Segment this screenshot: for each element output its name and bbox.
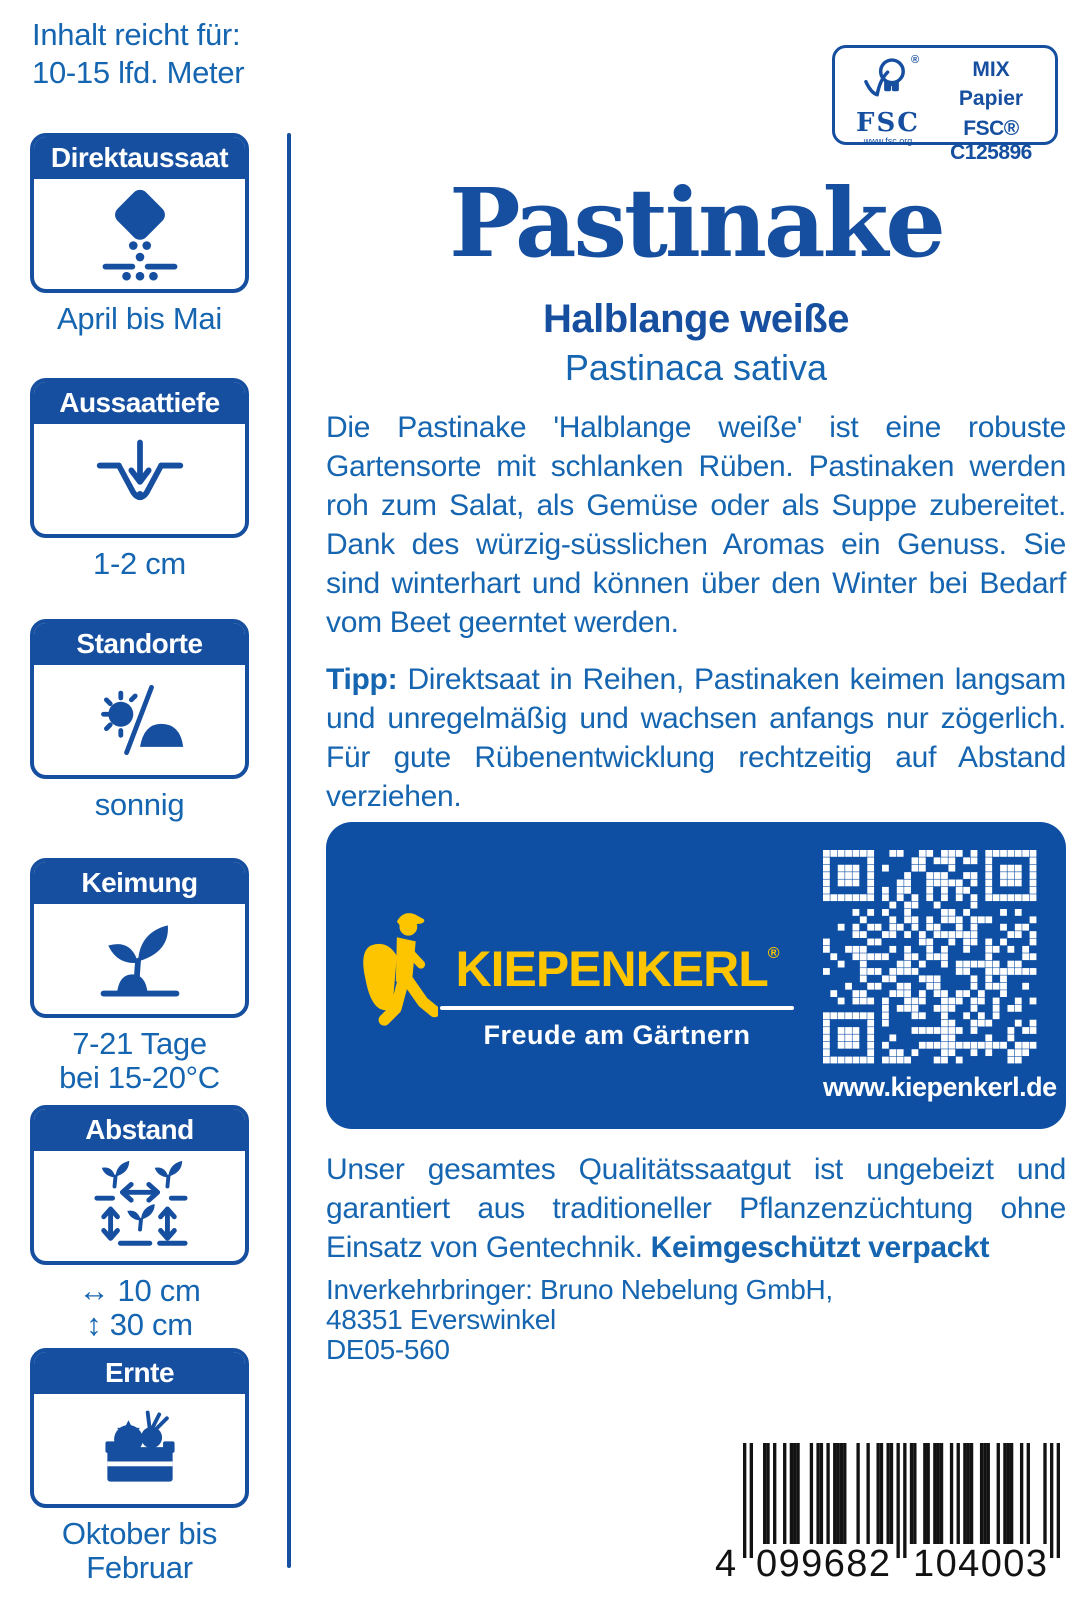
info-card-aussaattiefe bbox=[30, 378, 249, 581]
vertical-divider bbox=[287, 133, 291, 1568]
brand-slogan: Freude am Gärtnern bbox=[483, 1020, 751, 1050]
info-card-caption bbox=[30, 1517, 249, 1585]
barcode-digits bbox=[715, 1543, 1060, 1585]
sun-location-icon bbox=[34, 665, 245, 775]
info-card-title: Ernte bbox=[34, 1352, 245, 1394]
yield-line-1: Inhalt reicht für: bbox=[32, 17, 241, 52]
brand-registered-mark: ® bbox=[767, 945, 779, 962]
fsc-tree-checkmark-icon bbox=[859, 54, 911, 106]
germination-seedling-icon bbox=[34, 904, 245, 1014]
brand-divider-rule bbox=[440, 1006, 794, 1010]
barcode-lead-digit: 4 bbox=[715, 1543, 737, 1585]
fsc-registered-mark: ® bbox=[911, 54, 920, 66]
quality-bold-text: Keimgeschützt verpackt bbox=[650, 1231, 990, 1264]
quality-text: Unser gesamtes Qualitätssaatgut ist ungebeizt und garantiert aus traditioneller Pflanzenzüchtung ohne Einsatz von Gentechnik. bbox=[326, 1153, 1066, 1264]
fsc-url: www.fsc.org bbox=[863, 136, 913, 146]
caption-line: 1-2 cm bbox=[93, 546, 186, 581]
info-card-caption bbox=[30, 1027, 249, 1095]
fsc-license-code: FSC® C125896 bbox=[950, 117, 1032, 164]
caption-line: ↔ 10 cm bbox=[78, 1273, 201, 1308]
info-card-caption bbox=[30, 1274, 249, 1342]
caption-line: sonnig bbox=[94, 787, 185, 822]
distributor-line-1: Inverkehrbringer: Bruno Nebelung GmbH, bbox=[326, 1274, 833, 1305]
qr-code bbox=[823, 850, 1037, 1064]
sowing-depth-icon bbox=[34, 424, 245, 534]
info-card-box bbox=[30, 378, 249, 538]
harvest-crate-icon bbox=[34, 1394, 245, 1504]
quality-statement bbox=[326, 1150, 1066, 1267]
info-card-standorte bbox=[30, 619, 249, 822]
caption-line: Februar bbox=[86, 1550, 193, 1585]
barcode-group-2: 1 0 4 0 0 3 bbox=[913, 1543, 1047, 1585]
brand-name bbox=[440, 940, 794, 998]
info-card-title: Standorte bbox=[34, 623, 245, 665]
distributor-line-3: DE05-560 bbox=[326, 1334, 450, 1365]
page-title: Pastinake bbox=[449, 168, 943, 279]
info-card-abstand bbox=[30, 1105, 249, 1342]
info-card-title: Keimung bbox=[34, 862, 245, 904]
kiepenkerl-figure-icon bbox=[362, 910, 438, 1044]
info-card-box bbox=[30, 619, 249, 779]
tip-label: Tipp: bbox=[326, 663, 398, 696]
caption-line: Oktober bis bbox=[61, 1516, 218, 1551]
caption-line: 7-21 Tage bbox=[72, 1026, 207, 1061]
caption-line: April bis Mai bbox=[57, 301, 222, 336]
ean-barcode bbox=[715, 1443, 1060, 1585]
botanical-name: Pastinaca sativa bbox=[564, 347, 828, 388]
fsc-mix-label: MIX bbox=[972, 58, 1010, 81]
description-text: Die Pastinake 'Halblange weiße' ist eine robuste Gartensorte mit schlanken Rüben. Pastinaken werden roh zum Salat, als Gemüse oder als Suppe zubereitet. Dank des würzig-süsslichen Aromas ein Genuss. Sie sind winterhart und können über den Winter bei Bedarf vom Beet geerntet werden. bbox=[326, 411, 1066, 639]
distributor-info bbox=[326, 1275, 833, 1365]
content-yield-note bbox=[32, 16, 244, 92]
info-card-direktaussaat bbox=[30, 133, 249, 336]
caption-line: ↕ 30 cm bbox=[86, 1307, 193, 1342]
tip-text bbox=[326, 660, 1066, 816]
info-card-box bbox=[30, 133, 249, 293]
fsc-material-label: Papier bbox=[958, 87, 1024, 110]
variety-subtitle: Halblange weiße bbox=[543, 297, 849, 341]
distributor-line-2: 48351 Everswinkel bbox=[326, 1304, 556, 1335]
info-card-box bbox=[30, 1105, 249, 1265]
kiepenkerl-brand-panel bbox=[326, 822, 1066, 1129]
yield-line-2: 10-15 lfd. Meter bbox=[32, 55, 245, 90]
info-card-title: Direktaussaat bbox=[34, 137, 245, 179]
info-card-box bbox=[30, 858, 249, 1018]
brand-website: www.kiepenkerl.de bbox=[823, 1072, 1057, 1102]
tip-body: Direktsaat in Reihen, Pastinaken keimen langsam und unregelmäßig und wachsen anfangs nur zögerlich. Für gute Rübenentwicklung rechtzeitig auf Abstand verziehen. bbox=[326, 663, 1066, 813]
info-card-caption bbox=[30, 547, 249, 581]
info-card-title: Aussaattiefe bbox=[34, 382, 245, 424]
info-card-keimung bbox=[30, 858, 249, 1095]
info-card-box bbox=[30, 1348, 249, 1508]
info-card-ernte bbox=[30, 1348, 249, 1585]
brand-wordmark: KIEPENKERL bbox=[455, 941, 768, 997]
fsc-certification-badge bbox=[832, 45, 1058, 164]
caption-line: bei 15-20°C bbox=[59, 1060, 220, 1095]
info-card-title: Abstand bbox=[34, 1109, 245, 1151]
barcode-group-1: 0 9 9 6 8 2 bbox=[756, 1543, 890, 1585]
brand-lockup bbox=[440, 940, 794, 1051]
info-card-caption bbox=[30, 788, 249, 822]
fsc-acronym: FSC bbox=[856, 108, 920, 138]
direct-sowing-icon bbox=[34, 179, 245, 289]
fsc-labels bbox=[933, 48, 1049, 164]
info-card-caption bbox=[30, 302, 249, 336]
plant-spacing-icon bbox=[34, 1151, 245, 1261]
fsc-logo bbox=[845, 52, 931, 146]
